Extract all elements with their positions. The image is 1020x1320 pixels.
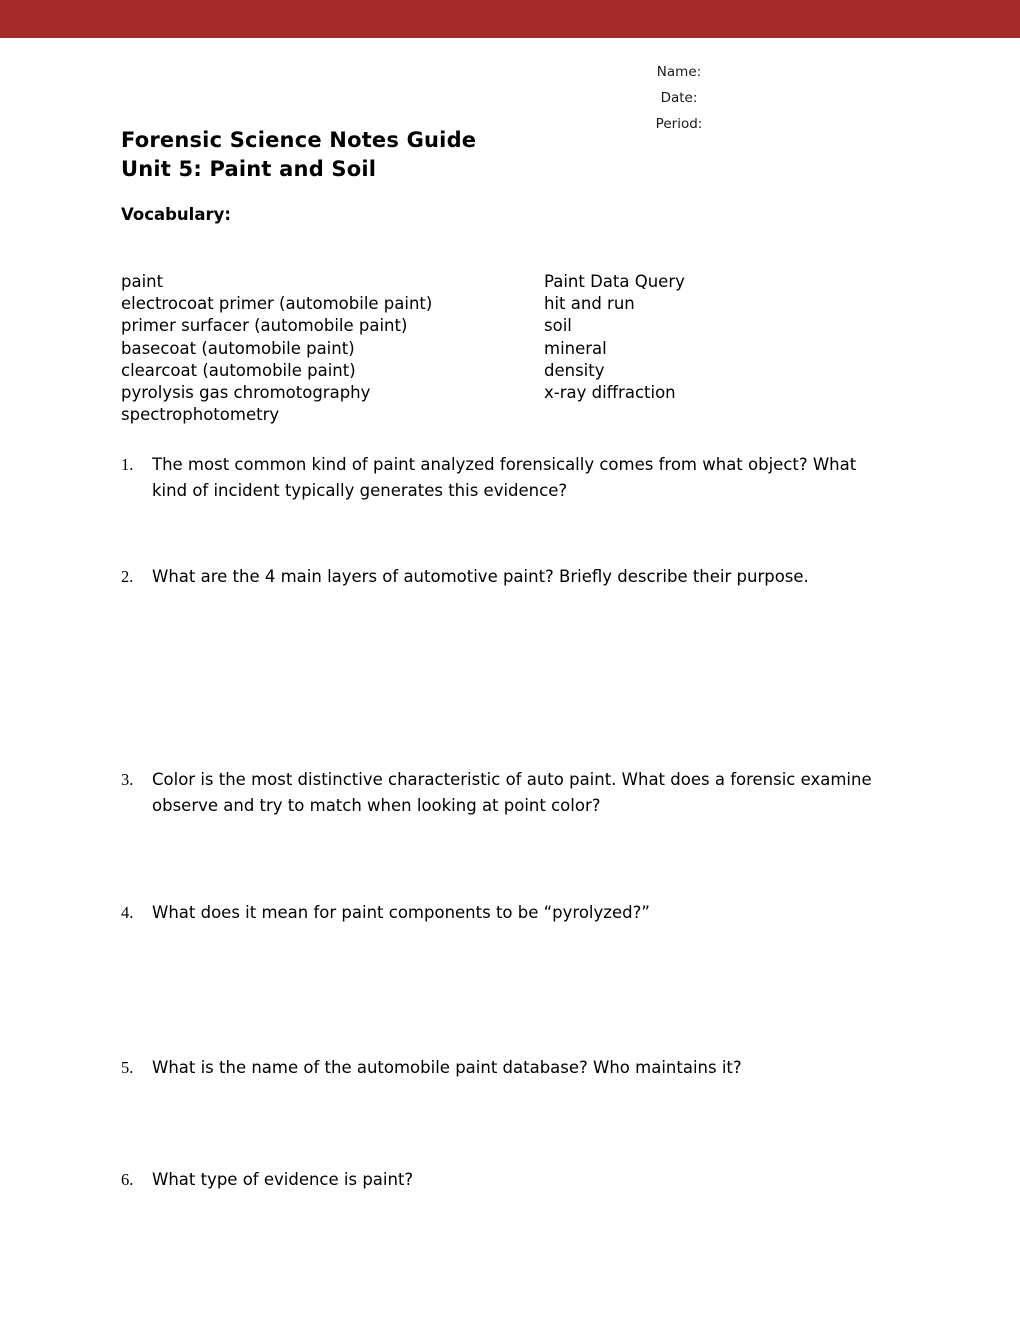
question-number: 1. [121, 455, 134, 474]
question-number: 5. [121, 1058, 134, 1077]
date-label: Date: [660, 90, 698, 106]
question-text: What type of evidence is paint? [152, 1170, 414, 1189]
vocab-term: paint [121, 272, 164, 291]
vocab-term: primer surfacer (automobile paint) [121, 316, 408, 336]
document-title-line1: Forensic Science Notes Guide [121, 128, 477, 152]
question-number: 6. [121, 1170, 134, 1189]
question-item-2 [121, 564, 891, 590]
question-text: Color is the most distinctive characteristic of auto paint. What does a forensic examine observe and try to match when looking at point color? [152, 770, 872, 815]
question-text: What does it mean for paint components to be “pyrolyzed?” [152, 903, 650, 922]
question-number: 4. [121, 903, 134, 922]
vocab-term: soil [544, 316, 572, 336]
question-text: What is the name of the automobile paint database? Who maintains it? [152, 1058, 742, 1077]
question-text: The most common kind of paint analyzed forensically comes from what object? What kind of incident typically generates this evidence? [152, 455, 857, 500]
question-item-6 [121, 1167, 891, 1193]
question-item-1 [121, 452, 891, 504]
question-item-5 [121, 1055, 891, 1081]
name-label: Name: [656, 64, 702, 80]
vocab-term: electrocoat primer (automobile paint) [121, 294, 433, 314]
document-title [121, 126, 476, 184]
question-number: 3. [121, 770, 134, 789]
vocab-term: spectrophotometry [121, 405, 280, 425]
period-label: Period: [655, 116, 703, 132]
site-header-bar [0, 0, 1020, 38]
vocabulary-heading: Vocabulary: [121, 205, 231, 224]
vocab-term: x-ray diffraction [544, 383, 676, 403]
document-title-line2: Unit 5: Paint and Soil [121, 157, 377, 181]
student-header-fields [609, 59, 749, 137]
question-item-4 [121, 900, 891, 926]
vocab-term: pyrolysis gas chromotography [121, 383, 371, 403]
vocab-term: density [544, 360, 605, 380]
vocab-term: basecoat (automobile paint) [121, 338, 355, 358]
question-text: What are the 4 main layers of automotive paint? Briefly describe their purpose. [152, 567, 809, 586]
question-item-3 [121, 767, 891, 819]
vocabulary-left-column [121, 271, 432, 426]
question-number: 2. [121, 567, 134, 586]
vocab-term: Paint Data Query [544, 272, 685, 291]
vocabulary-right-column [544, 271, 685, 404]
vocab-term: clearcoat (automobile paint) [121, 360, 356, 380]
vocab-term: hit and run [544, 294, 635, 314]
vocab-term: mineral [544, 338, 607, 358]
